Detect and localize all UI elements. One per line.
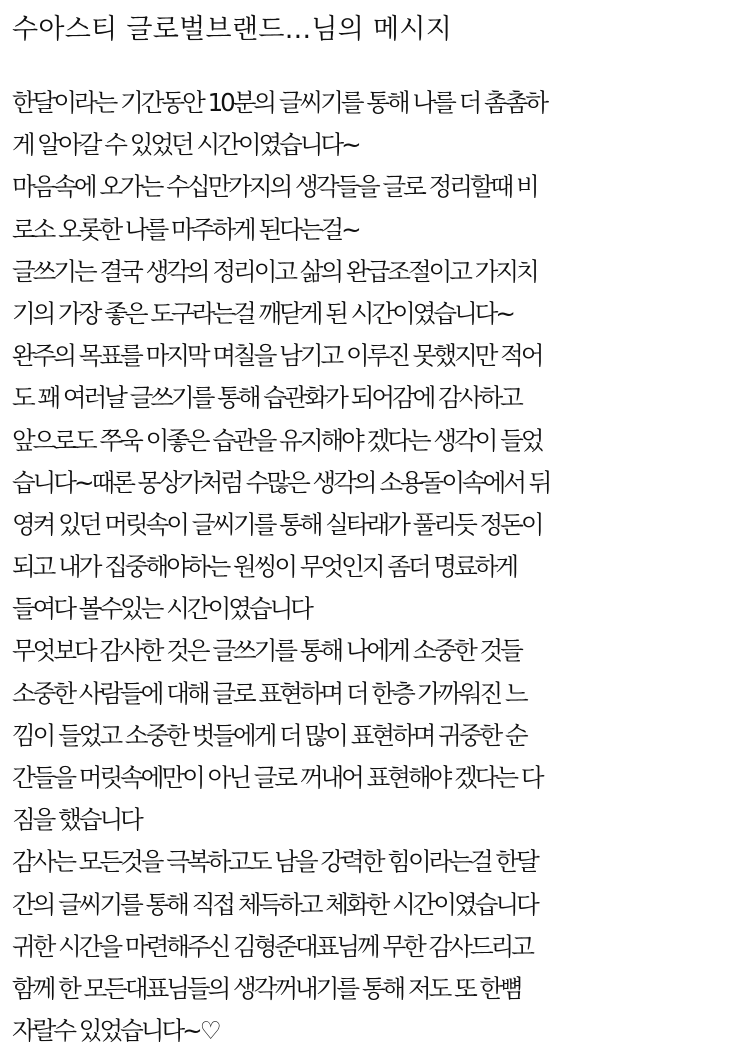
message-line: 되고 내가 집중해야하는 원씽이 무엇인지 좀더 명료하게 xyxy=(12,552,517,582)
message-line: 귀한 시간을 마련해주신 김형준대표님께 무한 감사드리고 xyxy=(12,931,532,961)
message-line: 한달이라는 기간동안 10분의 글씨기를 통해 나를 더 촘촘하 xyxy=(12,88,547,117)
message-line: 감사는 모든것을 극복하고도 남을 강력한 힘이라는걸 한달 xyxy=(12,847,537,877)
message-line: 마음속에 오가는 수십만가지의 생각들을 글로 정리할때 비 xyxy=(12,172,537,202)
message-line: 짐을 했습니다 xyxy=(12,805,141,835)
message-line: 게 알아갈 수 있었던 시간이였습니다~ xyxy=(12,130,359,160)
message-line: 무엇보다 감사한 것은 글쓰기를 통해 나에게 소중한 것들 xyxy=(12,636,521,666)
message-line: 앞으로도 쭈욱 이좋은 습관을 유지해야 겠다는 생각이 들었 xyxy=(12,425,542,455)
message-line: 간의 글씨기를 통해 직접 체득하고 체화한 시간이였습니다 xyxy=(12,889,537,919)
message-line: 기의 가장 좋은 도구라는걸 깨닫게 된 시간이였습니다~ xyxy=(12,298,513,328)
message-line: 들여다 볼수있는 시간이였습니다 xyxy=(12,594,311,624)
message-body xyxy=(12,82,742,1052)
message-line: 간들을 머릿속에만이 아닌 글로 꺼내어 표현해야 겠다는 다 xyxy=(12,763,542,792)
message-line: 완주의 목표를 마지막 며칠을 남기고 이루진 못했지만 적어 xyxy=(12,341,542,371)
message-line: 낌이 들었고 소중한 벗들에게 더 많이 표현하며 귀중한 순 xyxy=(12,720,526,750)
message-title: 수아스티 글로벌브랜드...님의 메시지 xyxy=(12,14,453,45)
message-line: 함께 한 모든대표님들의 생각꺼내기를 통해 저도 또 한뼘 xyxy=(12,973,521,1003)
message-line: 소중한 사람들에 대해 글로 표현하며 더 한층 가까워진 느 xyxy=(12,678,526,708)
message-line: 로소 오롯한 나를 마주하게 된다는걸~ xyxy=(12,214,359,244)
message-line: 영켜 있던 머릿속이 글씨기를 통해 실타래가 풀리듯 정돈이 xyxy=(12,509,542,539)
message-line: 자랄수 있었습니다~♡ xyxy=(12,1016,219,1046)
message-line: 도 꽤 여러날 글쓰기를 통해 습관화가 되어감에 감사하고 xyxy=(12,383,521,413)
message-line: 습니다~때론 몽상가처럼 수많은 생각의 소용돌이속에서 뒤 xyxy=(12,467,550,497)
message-line: 글쓰기는 결국 생각의 정리이고 삶의 완급조절이고 가지치 xyxy=(12,256,537,286)
